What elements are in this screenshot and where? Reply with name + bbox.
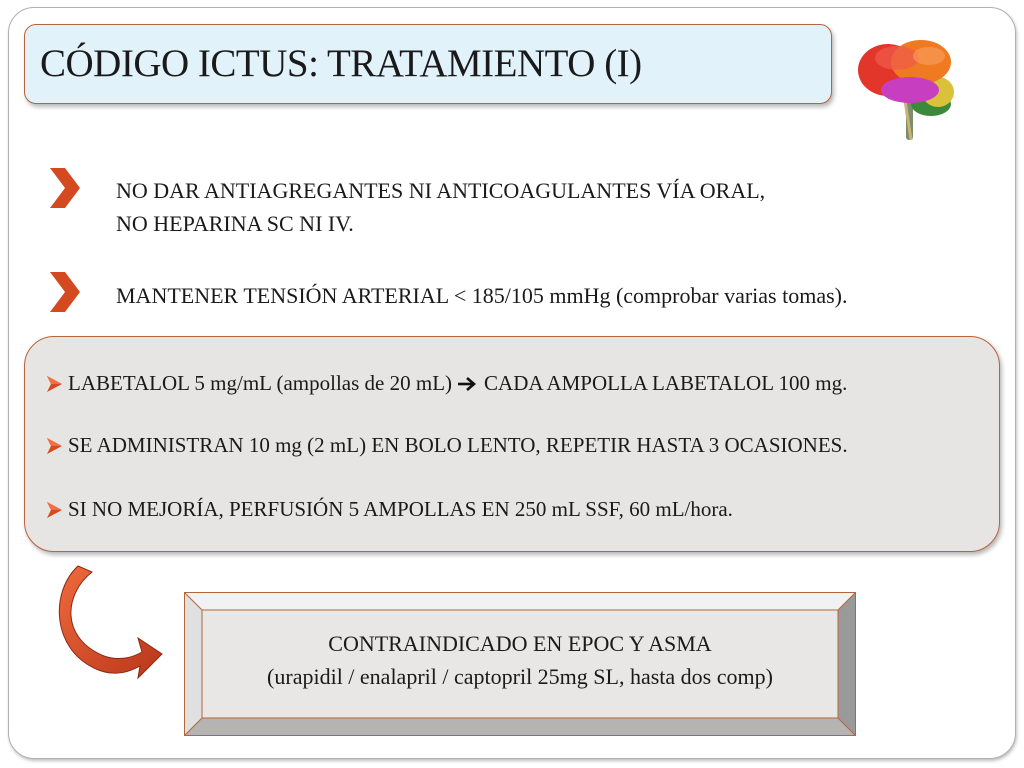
arrow-bullet-icon (45, 374, 64, 394)
arrow-bullet-icon (45, 500, 64, 520)
arrow-bullet-icon (45, 436, 64, 456)
bullet-line: NO DAR ANTIAGREGANTES NI ANTICOAGULANTES VÍA ORAL, (116, 178, 766, 203)
labetalol-item (45, 371, 847, 396)
curved-arrow-icon (48, 562, 172, 688)
chevron-right-icon (46, 166, 84, 210)
item-text: SE ADMINISTRAN 10 mg (2 mL) EN BOLO LENTO, REPETIR HASTA 3 OCASIONES. (68, 433, 848, 457)
contraindication-heading: CONTRAINDICADO EN EPOC Y ASMA (328, 631, 712, 656)
item-text: LABETALOL 5 mg/mL (ampollas de 20 mL) (68, 371, 453, 395)
item-text: SI NO MEJORÍA, PERFUSIÓN 5 AMPOLLAS EN 250 mL SSF, 60 mL/hora. (68, 497, 733, 521)
page-title: CÓDIGO ICTUS: TRATAMIENTO (I) (40, 42, 642, 85)
title-banner (24, 24, 832, 104)
labetalol-item (45, 433, 848, 458)
labetalol-item (45, 497, 733, 522)
contraindication-box (202, 609, 838, 719)
arrow-right-icon (457, 376, 477, 392)
item-text: CADA AMPOLLA LABETALOL 100 mg. (484, 371, 848, 395)
labetalol-panel (24, 336, 1000, 552)
chevron-right-icon (46, 270, 84, 314)
bullet-line: MANTENER TENSIÓN ARTERIAL < 185/105 mmHg (comprobar varias tomas). (116, 283, 848, 308)
bullet-blood-pressure (116, 279, 848, 312)
brain-illustration (855, 36, 965, 146)
contraindication-alternatives: (urapidil / enalapril / captopril 25mg SL, hasta dos comp) (267, 664, 773, 689)
bullet-line: NO HEPARINA SC NI IV. (116, 211, 354, 236)
bullet-antiplatelets (116, 174, 765, 240)
